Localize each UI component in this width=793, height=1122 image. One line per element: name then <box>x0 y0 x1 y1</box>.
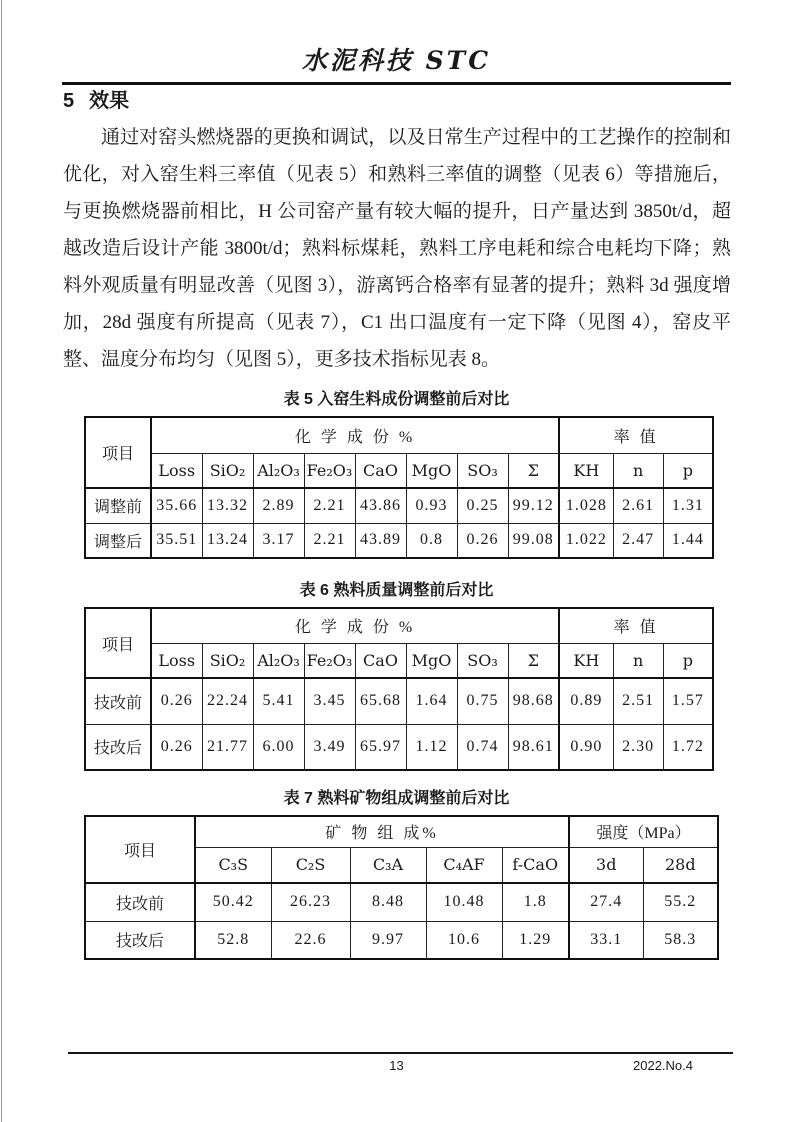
table5-cell: 1.31 <box>663 488 713 523</box>
table6-col-header: MgO <box>406 643 457 678</box>
footer-rule <box>68 1052 733 1054</box>
table7-mineral-group-header: 矿 物 组 成% <box>195 816 569 847</box>
table5-row-label: 调整后 <box>85 523 151 558</box>
table7-cell: 50.42 <box>195 883 271 921</box>
body-paragraph: 通过对窑头燃烧器的更换和调试，以及日常生产过程中的工艺操作的控制和优化，对入窑生料三率值（见表 5）和熟料三率值的调整（见表 6）等措施后，与更换燃烧器前相比，H 公司窑产量有较大幅的提升，日产量达到 3850t/d，超越改造后设计产能 3800t/d；熟料标煤耗，熟料工序电耗和综合电耗均下降；熟料外观质量有明显改善（见图 3），游离钙合格率有显著的提升；熟料 3d 强度增加，28d 强度有所提高（见表 7），C1 出口温度有一定下降（见图 4），窑皮平整、温度分布均匀（见图 5），更多技术指标见表 8。 <box>63 127 731 370</box>
table6-cell: 98.61 <box>508 724 559 770</box>
section-title: 效果 <box>89 90 130 112</box>
table6-ratio-group-header: 率 值 <box>559 608 713 643</box>
table5-cell: 99.12 <box>508 488 559 523</box>
table5-cell: 2.61 <box>613 488 663 523</box>
table6-cell: 5.41 <box>253 678 304 724</box>
table5-col-header: Al₂O₃ <box>253 453 304 488</box>
section-number: 5 <box>63 90 75 112</box>
table5-cell: 2.47 <box>613 523 663 558</box>
table6-item-header: 项目 <box>85 608 151 678</box>
table7-col-header: C₂S <box>271 847 350 883</box>
table5-cell: 1.028 <box>559 488 613 523</box>
table7-cell: 33.1 <box>569 921 643 959</box>
table6-cell: 1.64 <box>406 678 457 724</box>
journal-title: 水泥科技 STC <box>301 46 492 75</box>
section-heading <box>63 89 730 113</box>
table6-cell: 2.30 <box>613 724 663 770</box>
table6-cell: 0.26 <box>151 678 202 724</box>
table7-cell: 1.29 <box>502 921 569 959</box>
table5 <box>84 416 714 559</box>
table5-cell: 35.66 <box>151 488 202 523</box>
table7-cell: 9.97 <box>350 921 426 959</box>
table5-col-header: KH <box>559 453 613 488</box>
table6-caption: 表 6 熟料质量调整前后对比 <box>299 582 494 599</box>
table7-cell: 58.3 <box>643 921 718 959</box>
header-rule <box>62 82 731 85</box>
table5-col-header: Fe₂O₃ <box>304 453 355 488</box>
table5-cell: 13.32 <box>202 488 253 523</box>
table5-cell: 3.17 <box>253 523 304 558</box>
table7-item-header: 项目 <box>85 816 195 883</box>
table5-cell: 1.022 <box>559 523 613 558</box>
table6-cell: 98.68 <box>508 678 559 724</box>
table5-col-header: SO₃ <box>457 453 508 488</box>
table5-cell: 99.08 <box>508 523 559 558</box>
table5-cell: 0.93 <box>406 488 457 523</box>
table6-col-header: SiO₂ <box>202 643 253 678</box>
table6-cell: 3.49 <box>304 724 355 770</box>
table5-row-label: 调整前 <box>85 488 151 523</box>
table7-cell: 8.48 <box>350 883 426 921</box>
table7-cell: 1.8 <box>502 883 569 921</box>
table5-cell: 43.86 <box>355 488 406 523</box>
table6-cell: 22.24 <box>202 678 253 724</box>
table6-cell: 2.51 <box>613 678 663 724</box>
table6-cell: 1.12 <box>406 724 457 770</box>
table6-cell: 0.89 <box>559 678 613 724</box>
table7-col-header: C₃A <box>350 847 426 883</box>
table6-cell: 6.00 <box>253 724 304 770</box>
table6-cell: 65.97 <box>355 724 406 770</box>
table6-col-header: n <box>613 643 663 678</box>
table6 <box>84 607 714 771</box>
table5-cell: 0.8 <box>406 523 457 558</box>
table5-caption: 表 5 入窑生料成份调整前后对比 <box>283 391 510 408</box>
table6-col-header: Loss <box>151 643 202 678</box>
table6-cell: 1.72 <box>663 724 713 770</box>
table6-col-header: Σ <box>508 643 559 678</box>
table5-chem-group-header: 化 学 成 份 % <box>151 417 559 453</box>
table7-col-header: 3d <box>569 847 643 883</box>
table5-cell: 2.89 <box>253 488 304 523</box>
table7-col-header: 28d <box>643 847 718 883</box>
table5-cell: 1.44 <box>663 523 713 558</box>
table5-item-header: 项目 <box>85 417 151 488</box>
table5-cell: 2.21 <box>304 488 355 523</box>
table6-row-label: 技改后 <box>85 724 151 770</box>
table7-cell: 26.23 <box>271 883 350 921</box>
table5-col-header: Loss <box>151 453 202 488</box>
table7-cell: 10.48 <box>426 883 502 921</box>
table6-cell: 65.68 <box>355 678 406 724</box>
table5-cell: 0.25 <box>457 488 508 523</box>
table7-row-label: 技改后 <box>85 921 195 959</box>
table6-chem-group-header: 化 学 成 份 % <box>151 608 559 643</box>
table5-col-header: SiO₂ <box>202 453 253 488</box>
table5-col-header: CaO <box>355 453 406 488</box>
table6-cell: 1.57 <box>663 678 713 724</box>
table7-strength-group-header: 强度（MPa） <box>569 816 718 847</box>
table6-cell: 0.74 <box>457 724 508 770</box>
table7-cell: 55.2 <box>643 883 718 921</box>
table5-col-header: Σ <box>508 453 559 488</box>
table5-cell: 2.21 <box>304 523 355 558</box>
table7-cell: 27.4 <box>569 883 643 921</box>
table6-cell: 0.26 <box>151 724 202 770</box>
table7-cell: 10.6 <box>426 921 502 959</box>
table5-ratio-group-header: 率 值 <box>559 417 713 453</box>
issue-label: 2022.No.4 <box>633 1058 693 1073</box>
table5-col-header: n <box>613 453 663 488</box>
page-number: 13 <box>389 1058 404 1073</box>
table6-cell: 3.45 <box>304 678 355 724</box>
table7-cell: 52.8 <box>195 921 271 959</box>
table5-cell: 13.24 <box>202 523 253 558</box>
table5-cell: 0.26 <box>457 523 508 558</box>
table5-col-header: MgO <box>406 453 457 488</box>
table7-col-header: C₃S <box>195 847 271 883</box>
table6-cell: 21.77 <box>202 724 253 770</box>
table5-cell: 43.89 <box>355 523 406 558</box>
table5-col-header: p <box>663 453 713 488</box>
table7-cell: 22.6 <box>271 921 350 959</box>
table5-cell: 35.51 <box>151 523 202 558</box>
table6-cell: 0.75 <box>457 678 508 724</box>
table7-row-label: 技改前 <box>85 883 195 921</box>
table7-caption: 表 7 熟料矿物组成调整前后对比 <box>283 790 510 807</box>
table6-col-header: p <box>663 643 713 678</box>
table6-col-header: SO₃ <box>457 643 508 678</box>
table6-col-header: CaO <box>355 643 406 678</box>
table6-col-header: Fe₂O₃ <box>304 643 355 678</box>
table7-col-header: C₄AF <box>426 847 502 883</box>
table6-col-header: KH <box>559 643 613 678</box>
table6-cell: 0.90 <box>559 724 613 770</box>
table7 <box>84 815 719 960</box>
table6-row-label: 技改前 <box>85 678 151 724</box>
table6-col-header: Al₂O₃ <box>253 643 304 678</box>
table7-col-header: f-CaO <box>502 847 569 883</box>
scan-edge-artifact <box>1 0 2 1122</box>
